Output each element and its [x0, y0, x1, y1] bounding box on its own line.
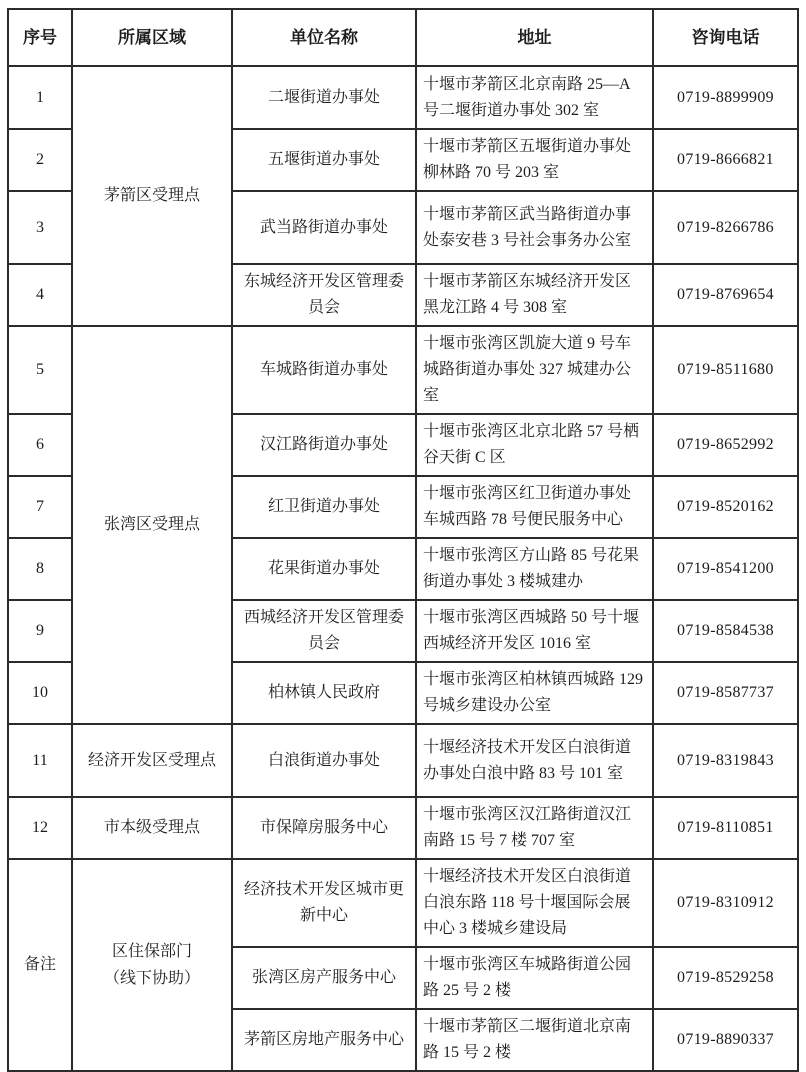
- table-row-12: [8, 797, 798, 859]
- row-no: 12: [8, 797, 72, 859]
- unit-name: 柏林镇人民政府: [232, 662, 416, 724]
- unit-name: 花果街道办事处: [232, 538, 416, 600]
- phone: 0719-8266786: [653, 191, 798, 264]
- table-row-1: [8, 66, 798, 129]
- region-cell-remark: [72, 859, 232, 1071]
- address: 十堰经济技术开发区白浪街道白浪东路 118 号十堰国际会展中心 3 楼城乡建设局: [416, 859, 653, 947]
- address: 十堰经济技术开发区白浪街道办事处白浪中路 83 号 101 室: [416, 724, 653, 797]
- remark-region-line2: （线下协助）: [103, 970, 200, 987]
- header-address: 地址: [416, 9, 653, 66]
- phone: 0719-8511680: [653, 326, 798, 414]
- unit-name: 张湾区房产服务中心: [232, 947, 416, 1009]
- row-no: 3: [8, 191, 72, 264]
- header-phone: 咨询电话: [653, 9, 798, 66]
- address: 十堰市茅箭区北京南路 25—A 号二堰街道办事处 302 室: [416, 66, 653, 129]
- phone: 0719-8310912: [653, 859, 798, 947]
- phone: 0719-8587737: [653, 662, 798, 724]
- header-unit: 单位名称: [232, 9, 416, 66]
- phone: 0719-8541200: [653, 538, 798, 600]
- remark-row-1: [8, 859, 798, 947]
- phone: 0719-8890337: [653, 1009, 798, 1071]
- unit-name: 五堰街道办事处: [232, 129, 416, 191]
- table-row-5: [8, 326, 798, 414]
- region-cell-zhangwan: 张湾区受理点: [72, 326, 232, 724]
- row-no: 2: [8, 129, 72, 191]
- address: 十堰市张湾区北京北路 57 号栖谷天街 C 区: [416, 414, 653, 476]
- region-cell-jingkai: 经济开发区受理点: [72, 724, 232, 797]
- address: 十堰市茅箭区五堰街道办事处柳林路 70 号 203 室: [416, 129, 653, 191]
- phone: 0719-8529258: [653, 947, 798, 1009]
- address: 十堰市张湾区汉江路街道汉江南路 15 号 7 楼 707 室: [416, 797, 653, 859]
- row-no: 9: [8, 600, 72, 662]
- remark-region-line1: 区住保部门: [111, 943, 192, 960]
- phone: 0719-8584538: [653, 600, 798, 662]
- phone: 0719-8110851: [653, 797, 798, 859]
- row-no: 1: [8, 66, 72, 129]
- unit-name: 西城经济开发区管理委员会: [232, 600, 416, 662]
- address: 十堰市张湾区方山路 85 号花果街道办事处 3 楼城建办: [416, 538, 653, 600]
- address: 十堰市张湾区凯旋大道 9 号车城路街道办事处 327 城建办公室: [416, 326, 653, 414]
- unit-name: 市保障房服务中心: [232, 797, 416, 859]
- region-cell-shibenji: 市本级受理点: [72, 797, 232, 859]
- phone: 0719-8520162: [653, 476, 798, 538]
- row-no: 6: [8, 414, 72, 476]
- unit-name: 二堰街道办事处: [232, 66, 416, 129]
- unit-name: 汉江路街道办事处: [232, 414, 416, 476]
- address: 十堰市茅箭区东城经济开发区黑龙江路 4 号 308 室: [416, 264, 653, 326]
- contact-table: [7, 8, 799, 1072]
- unit-name: 东城经济开发区管理委员会: [232, 264, 416, 326]
- phone: 0719-8319843: [653, 724, 798, 797]
- unit-name: 武当路街道办事处: [232, 191, 416, 264]
- header-no: 序号: [8, 9, 72, 66]
- unit-name: 茅箭区房地产服务中心: [232, 1009, 416, 1071]
- address: 十堰市张湾区车城路街道公园路 25 号 2 楼: [416, 947, 653, 1009]
- row-no: 8: [8, 538, 72, 600]
- phone: 0719-8666821: [653, 129, 798, 191]
- phone: 0719-8769654: [653, 264, 798, 326]
- header-row: [8, 9, 798, 66]
- row-no: 5: [8, 326, 72, 414]
- row-no: 4: [8, 264, 72, 326]
- address: 十堰市茅箭区二堰街道北京南路 15 号 2 楼: [416, 1009, 653, 1071]
- address: 十堰市张湾区西城路 50 号十堰西城经济开发区 1016 室: [416, 600, 653, 662]
- region-cell-maojian: 茅箭区受理点: [72, 66, 232, 326]
- unit-name: 白浪街道办事处: [232, 724, 416, 797]
- row-no: 10: [8, 662, 72, 724]
- address: 十堰市茅箭区武当路街道办事处泰安巷 3 号社会事务办公室: [416, 191, 653, 264]
- address: 十堰市张湾区红卫街道办事处车城西路 78 号便民服务中心: [416, 476, 653, 538]
- unit-name: 车城路街道办事处: [232, 326, 416, 414]
- phone: 0719-8899909: [653, 66, 798, 129]
- unit-name: 经济技术开发区城市更新中心: [232, 859, 416, 947]
- row-no: 7: [8, 476, 72, 538]
- header-region: 所属区域: [72, 9, 232, 66]
- address: 十堰市张湾区柏林镇西城路 129 号城乡建设办公室: [416, 662, 653, 724]
- table-row-11: [8, 724, 798, 797]
- unit-name: 红卫街道办事处: [232, 476, 416, 538]
- phone: 0719-8652992: [653, 414, 798, 476]
- row-no: 11: [8, 724, 72, 797]
- remark-label-cell: 备注: [8, 859, 72, 1071]
